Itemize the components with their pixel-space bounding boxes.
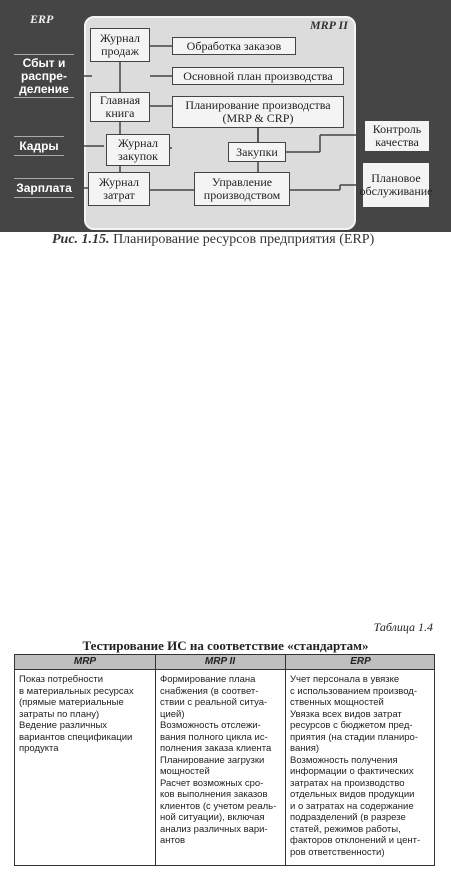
- erp-label: ERP: [30, 12, 54, 26]
- planned-maintenance-box: Плановое обслуживание: [362, 162, 430, 208]
- table-title: Тестирование ИС на соответствие «стандартам»: [82, 638, 369, 653]
- purchase-journal-box: Журнал закупок: [106, 134, 170, 166]
- hr-label: Кадры: [14, 136, 64, 156]
- sales-distribution-label: Сбыт и распре-деление: [14, 54, 74, 98]
- cost-journal-box: Журнал затрат: [88, 172, 150, 206]
- sales-journal-box: Журнал продаж: [90, 28, 150, 62]
- table-header-row: [15, 655, 434, 670]
- caption-number: Рис. 1.15.: [52, 232, 110, 247]
- production-management-box: Управление производством: [194, 172, 290, 206]
- production-planning-box: Планирование производства (MRP & CRP): [172, 96, 344, 128]
- cell-mrp-ii: Формирование плана снабжения (в соответ- ствии с реальной ситуа- цией) Возможность отслежи- вания полного цикла ис- полнения заказа клиента Планирование загрузки мощностей Расчет возможных сро- ков выполнения заказов клиентов (с учетом реаль- ной ситуации), включая анализ различных вари- антов: [160, 674, 277, 846]
- cell-erp: Учет персонала в увязке с использованием производ- ственных мощностей Увязка всех видов затрат ресурсов с бюджетом пред- приятия (на стадии планиро- вания) Возможность получения информации о фактических затратах на производство отдельных видов продукции и о затратах на содержание подразделений (в разрезе статей, режимов работы, факторов отклонений и цент- ров ответственности): [290, 674, 421, 858]
- cell-mrp: Показ потребности в материальных ресурсах (прямые материальные затраты по плану) Ведение различных вариантов спецификации продукта: [19, 674, 134, 754]
- caption-text: Планирование ресурсов предприятия (ERP): [113, 232, 375, 247]
- figure-caption: [52, 232, 374, 248]
- header-mrp-ii: MRP II: [204, 656, 236, 667]
- header-mrp: MRP: [73, 656, 97, 667]
- header-erp: ERP: [350, 656, 371, 667]
- payroll-label: Зарплата: [14, 178, 74, 198]
- standards-table: [14, 654, 435, 866]
- erp-diagram: [0, 0, 451, 232]
- purchasing-box: Закупки: [228, 142, 286, 162]
- general-ledger-box: Главная книга: [90, 92, 150, 122]
- table-number: Таблица 1.4: [373, 620, 433, 634]
- mrp-ii-label: MRP II: [310, 18, 348, 32]
- quality-control-box: Контроль качества: [364, 120, 430, 152]
- order-processing-box: Обработка заказов: [172, 37, 296, 55]
- master-schedule-box: Основной план производства: [172, 67, 344, 85]
